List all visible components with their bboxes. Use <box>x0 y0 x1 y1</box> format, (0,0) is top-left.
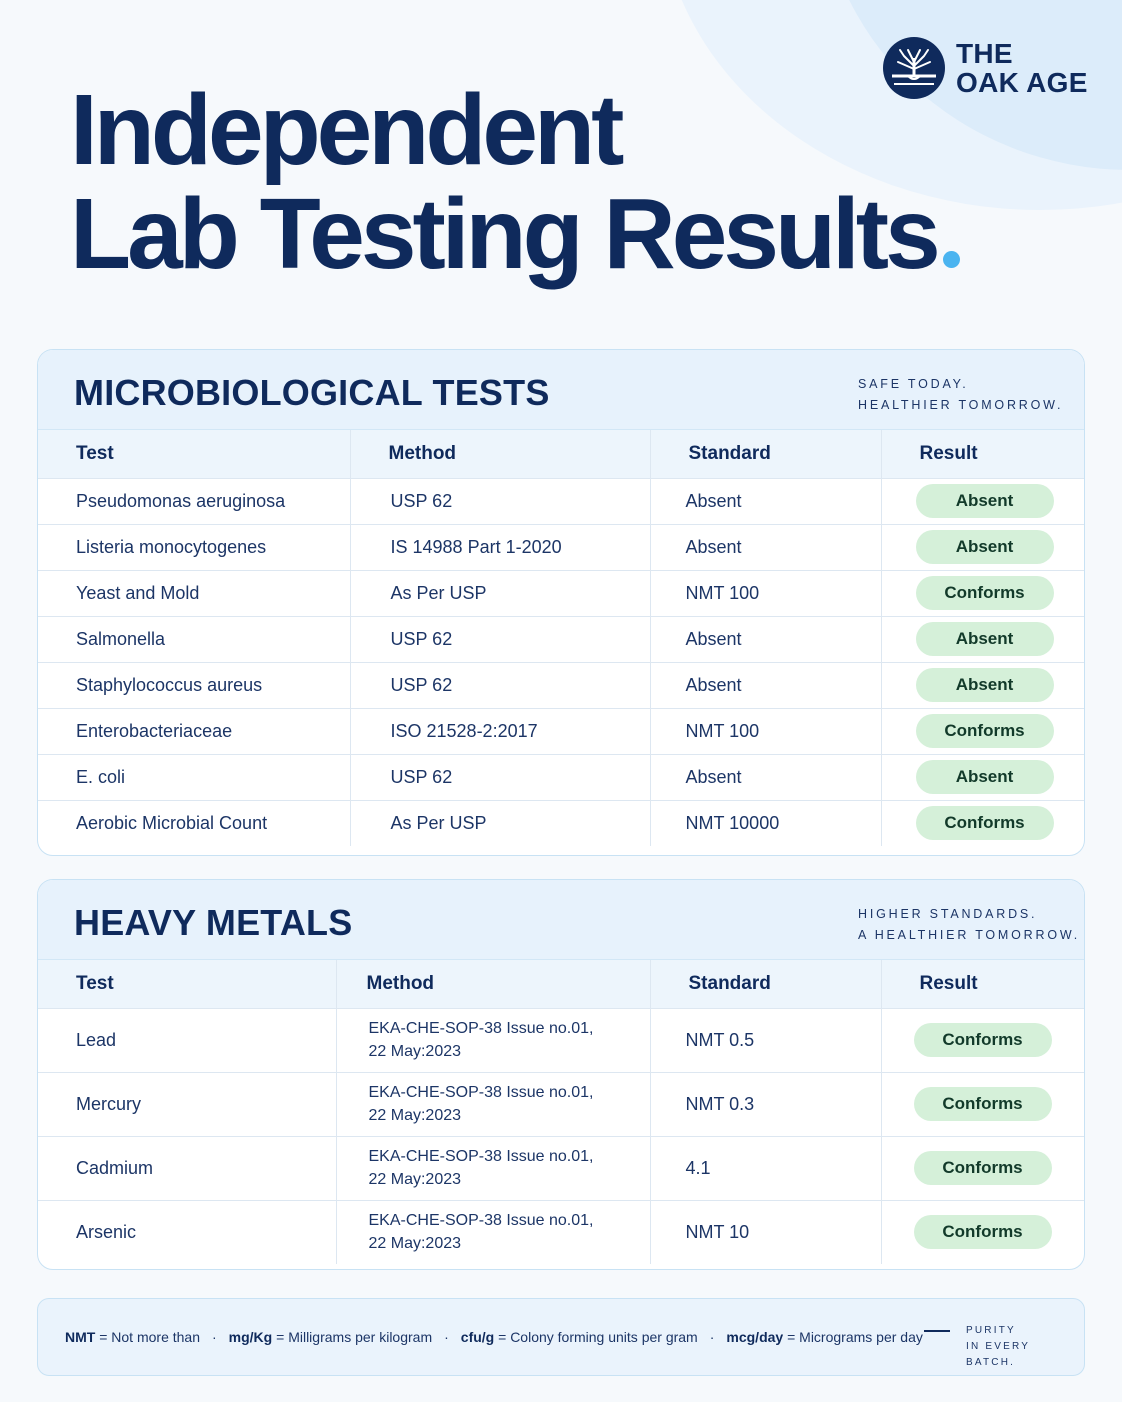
section-tagline <box>858 904 1080 946</box>
test-method <box>336 1136 650 1200</box>
test-standard: 4.1 <box>650 1136 881 1200</box>
test-standard: NMT 0.5 <box>650 1008 881 1072</box>
test-result-cell <box>881 1072 1084 1136</box>
column-header-test: Test <box>38 430 350 478</box>
footer-tagline-line1: PURITY <box>966 1325 1016 1336</box>
table-row <box>38 1200 1084 1264</box>
test-standard: NMT 10000 <box>650 800 881 846</box>
test-result-cell <box>881 616 1084 662</box>
result-badge: Absent <box>916 668 1054 702</box>
test-result-cell <box>881 754 1084 800</box>
test-name: Listeria monocytogenes <box>38 524 350 570</box>
table-row <box>38 616 1084 662</box>
table-row <box>38 570 1084 616</box>
column-header-standard: Standard <box>650 960 881 1008</box>
test-standard: Absent <box>650 524 881 570</box>
legend-meaning: = Milligrams per kilogram <box>276 1329 433 1345</box>
legend-separator: · <box>709 1329 715 1345</box>
column-header-result: Result <box>881 430 1084 478</box>
table-row <box>38 662 1084 708</box>
page-title-line1: Independent <box>70 74 621 186</box>
card-header <box>38 350 1084 430</box>
test-result-cell <box>881 800 1084 846</box>
table-row <box>38 1008 1084 1072</box>
tagline-line2: HEALTHIER TOMORROW. <box>858 398 1064 412</box>
test-method: USP 62 <box>350 478 650 524</box>
legend-abbreviation: mcg/day <box>726 1329 784 1345</box>
test-name: Yeast and Mold <box>38 570 350 616</box>
method-line2: 22 May:2023 <box>368 1107 462 1124</box>
tagline-line1: HIGHER STANDARDS. <box>858 907 1038 921</box>
test-method: ISO 21528-2:2017 <box>350 708 650 754</box>
test-method <box>336 1008 650 1072</box>
test-method: As Per USP <box>350 800 650 846</box>
footer-divider-line <box>924 1330 950 1332</box>
table-row <box>38 754 1084 800</box>
method-line2: 22 May:2023 <box>368 1235 462 1253</box>
result-badge: Conforms <box>914 1023 1052 1057</box>
test-method <box>336 1072 650 1136</box>
column-header-result: Result <box>881 960 1084 1008</box>
test-result-cell <box>881 1008 1084 1072</box>
test-standard: NMT 10 <box>650 1200 881 1264</box>
test-method: As Per USP <box>350 570 650 616</box>
legend-separator: · <box>212 1329 217 1345</box>
microbiological-tests-card <box>37 349 1085 856</box>
footer-tagline <box>966 1323 1084 1371</box>
test-name: Arsenic <box>38 1200 336 1264</box>
test-result-cell <box>881 570 1084 616</box>
test-standard: NMT 0.3 <box>650 1072 881 1136</box>
column-header-test: Test <box>38 960 336 1008</box>
method-line2: 22 May:2023 <box>368 1043 462 1060</box>
table-row <box>38 1072 1084 1136</box>
result-badge: Conforms <box>916 806 1054 840</box>
test-name: Enterobacteriaceae <box>38 708 350 754</box>
brand-name-line2: OAK AGE <box>956 67 1088 98</box>
table-row <box>38 708 1084 754</box>
brand-name-line1: THE <box>956 38 1013 69</box>
section-title: HEAVY METALS <box>74 902 353 943</box>
method-line2: 22 May:2023 <box>368 1171 462 1188</box>
method-line1: EKA-CHE-SOP-38 Issue no.01, <box>368 1020 594 1037</box>
table-header-row <box>38 430 1084 478</box>
test-name: Lead <box>38 1008 336 1072</box>
table-row <box>38 800 1084 846</box>
page-title-line2: Lab Testing Results <box>70 178 937 290</box>
heavy-metals-card <box>37 879 1085 1270</box>
microbiological-table <box>38 430 1084 846</box>
result-badge: Absent <box>916 530 1054 564</box>
column-header-method: Method <box>350 430 650 478</box>
test-name: Salmonella <box>38 616 350 662</box>
legend-footer <box>37 1298 1085 1376</box>
test-result-cell <box>881 1136 1084 1200</box>
result-badge: Conforms <box>914 1151 1052 1185</box>
result-badge: Conforms <box>916 714 1054 748</box>
heavy-metals-table <box>38 960 1084 1264</box>
legend-abbreviation: mg/Kg <box>228 1329 273 1345</box>
test-standard: Absent <box>650 478 881 524</box>
test-name: Cadmium <box>38 1136 336 1200</box>
test-standard: NMT 100 <box>650 570 881 616</box>
test-method <box>336 1200 650 1264</box>
test-result-cell <box>881 708 1084 754</box>
result-badge: Absent <box>916 622 1054 656</box>
test-method: USP 62 <box>350 616 650 662</box>
column-header-standard: Standard <box>650 430 881 478</box>
tagline-line1: SAFE TODAY. <box>858 377 969 391</box>
test-standard: NMT 100 <box>650 708 881 754</box>
page-title <box>70 74 960 290</box>
legend-abbreviation: cfu/g <box>460 1329 495 1345</box>
test-method: IS 14988 Part 1-2020 <box>350 524 650 570</box>
test-result-cell <box>881 662 1084 708</box>
test-result-cell <box>881 524 1084 570</box>
result-badge: Conforms <box>914 1087 1052 1121</box>
test-result-cell <box>881 478 1084 524</box>
legend-separator: · <box>444 1329 449 1345</box>
column-header-method: Method <box>336 960 650 1008</box>
tagline-line2: A HEALTHIER TOMORROW. <box>858 928 1081 942</box>
test-name: E. coli <box>38 754 350 800</box>
test-standard: Absent <box>650 754 881 800</box>
test-result-cell <box>881 1200 1084 1264</box>
legend-abbreviation: NMT <box>65 1329 96 1345</box>
method-line1: EKA-CHE-SOP-38 Issue no.01, <box>368 1084 594 1101</box>
result-badge: Absent <box>916 760 1054 794</box>
result-badge: Conforms <box>916 576 1054 610</box>
test-name: Aerobic Microbial Count <box>38 800 350 846</box>
section-title: MICROBIOLOGICAL TESTS <box>74 372 550 413</box>
legend-meaning: = Not more than <box>99 1329 200 1345</box>
accent-dot <box>943 251 960 268</box>
method-line1: EKA-CHE-SOP-38 Issue no.01, <box>368 1212 594 1230</box>
section-tagline <box>858 374 1063 416</box>
test-standard: Absent <box>650 616 881 662</box>
test-name: Mercury <box>38 1072 336 1136</box>
test-method: USP 62 <box>350 662 650 708</box>
card-header <box>38 880 1084 960</box>
test-name: Pseudomonas aeruginosa <box>38 478 350 524</box>
result-badge: Conforms <box>914 1215 1052 1249</box>
method-line1: EKA-CHE-SOP-38 Issue no.01, <box>368 1148 594 1165</box>
table-row <box>38 524 1084 570</box>
result-badge: Absent <box>916 484 1054 518</box>
abbreviation-legend <box>65 1329 923 1345</box>
legend-meaning: = Micrograms per day <box>787 1329 923 1345</box>
table-row <box>38 478 1084 524</box>
footer-tagline-line2: IN EVERY BATCH. <box>966 1341 1030 1368</box>
test-name: Staphylococcus aureus <box>38 662 350 708</box>
legend-meaning: = Colony forming units per gram <box>498 1329 698 1345</box>
test-standard: Absent <box>650 662 881 708</box>
table-header-row <box>38 960 1084 1008</box>
table-row <box>38 1136 1084 1200</box>
test-method: USP 62 <box>350 754 650 800</box>
